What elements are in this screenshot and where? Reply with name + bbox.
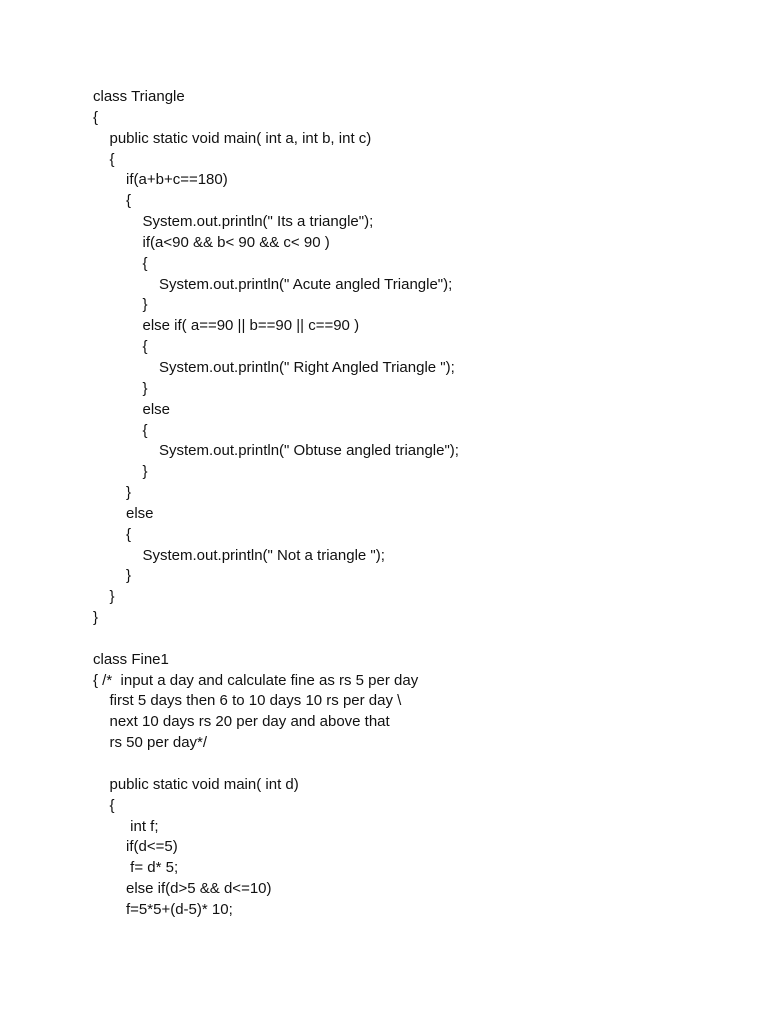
code-line: { (142, 254, 148, 272)
code-line: else (142, 400, 171, 418)
code-line: else if(d>5 && d<=10) (126, 880, 272, 898)
code-line: { (93, 108, 99, 126)
document-page (93, 87, 733, 921)
code-line: } (126, 484, 132, 502)
code-line: System.out.println(" Not a triangle "); (142, 546, 385, 564)
code-line: { (109, 150, 115, 168)
code-line: rs 50 per day*/ (109, 734, 208, 752)
code-line: f=5*5+(d-5)* 10; (126, 900, 233, 918)
code-line: } (93, 609, 99, 627)
code-line: public static void main( int d) (109, 775, 299, 793)
code-line: } (142, 379, 148, 397)
code-line: { (109, 796, 115, 814)
code-line: System.out.println(" Its a triangle"); (142, 213, 374, 231)
code-line: int f; (126, 817, 159, 835)
code-line: } (142, 296, 148, 314)
code-line: class Fine1 (93, 650, 169, 668)
code-line: next 10 days rs 20 per day and above that (109, 713, 390, 731)
code-line: System.out.println(" Obtuse angled triangle"); (159, 442, 459, 460)
code-line: } (109, 588, 115, 606)
code-line: class Triangle (93, 88, 185, 105)
code-line: } (142, 463, 148, 481)
code-line (93, 629, 733, 650)
code-line: } (126, 567, 132, 585)
code-line: first 5 days then 6 to 10 days 10 rs per day \ (109, 692, 402, 710)
code-line: { /* input a day and calculate fine as rs 5 per day (93, 671, 419, 689)
code-line (93, 754, 733, 775)
code-line: else if( a==90 || b==90 || c==90 ) (142, 317, 360, 335)
code-line: f= d* 5; (126, 859, 179, 877)
code-line: { (126, 192, 132, 210)
code-line: System.out.println(" Acute angled Triangle"); (159, 275, 453, 293)
code-line: else (126, 504, 154, 522)
code-line: public static void main( int a, int b, int c) (109, 129, 372, 147)
code-line: if(a<90 && b< 90 && c< 90 ) (142, 233, 330, 251)
code-line: { (142, 338, 148, 356)
code-line: if(a+b+c==180) (126, 171, 228, 189)
code-line: { (142, 421, 148, 439)
code-line: if(d<=5) (126, 838, 178, 856)
code-line: System.out.println(" Right Angled Triangle "); (159, 358, 455, 376)
code-line: { (126, 525, 132, 543)
